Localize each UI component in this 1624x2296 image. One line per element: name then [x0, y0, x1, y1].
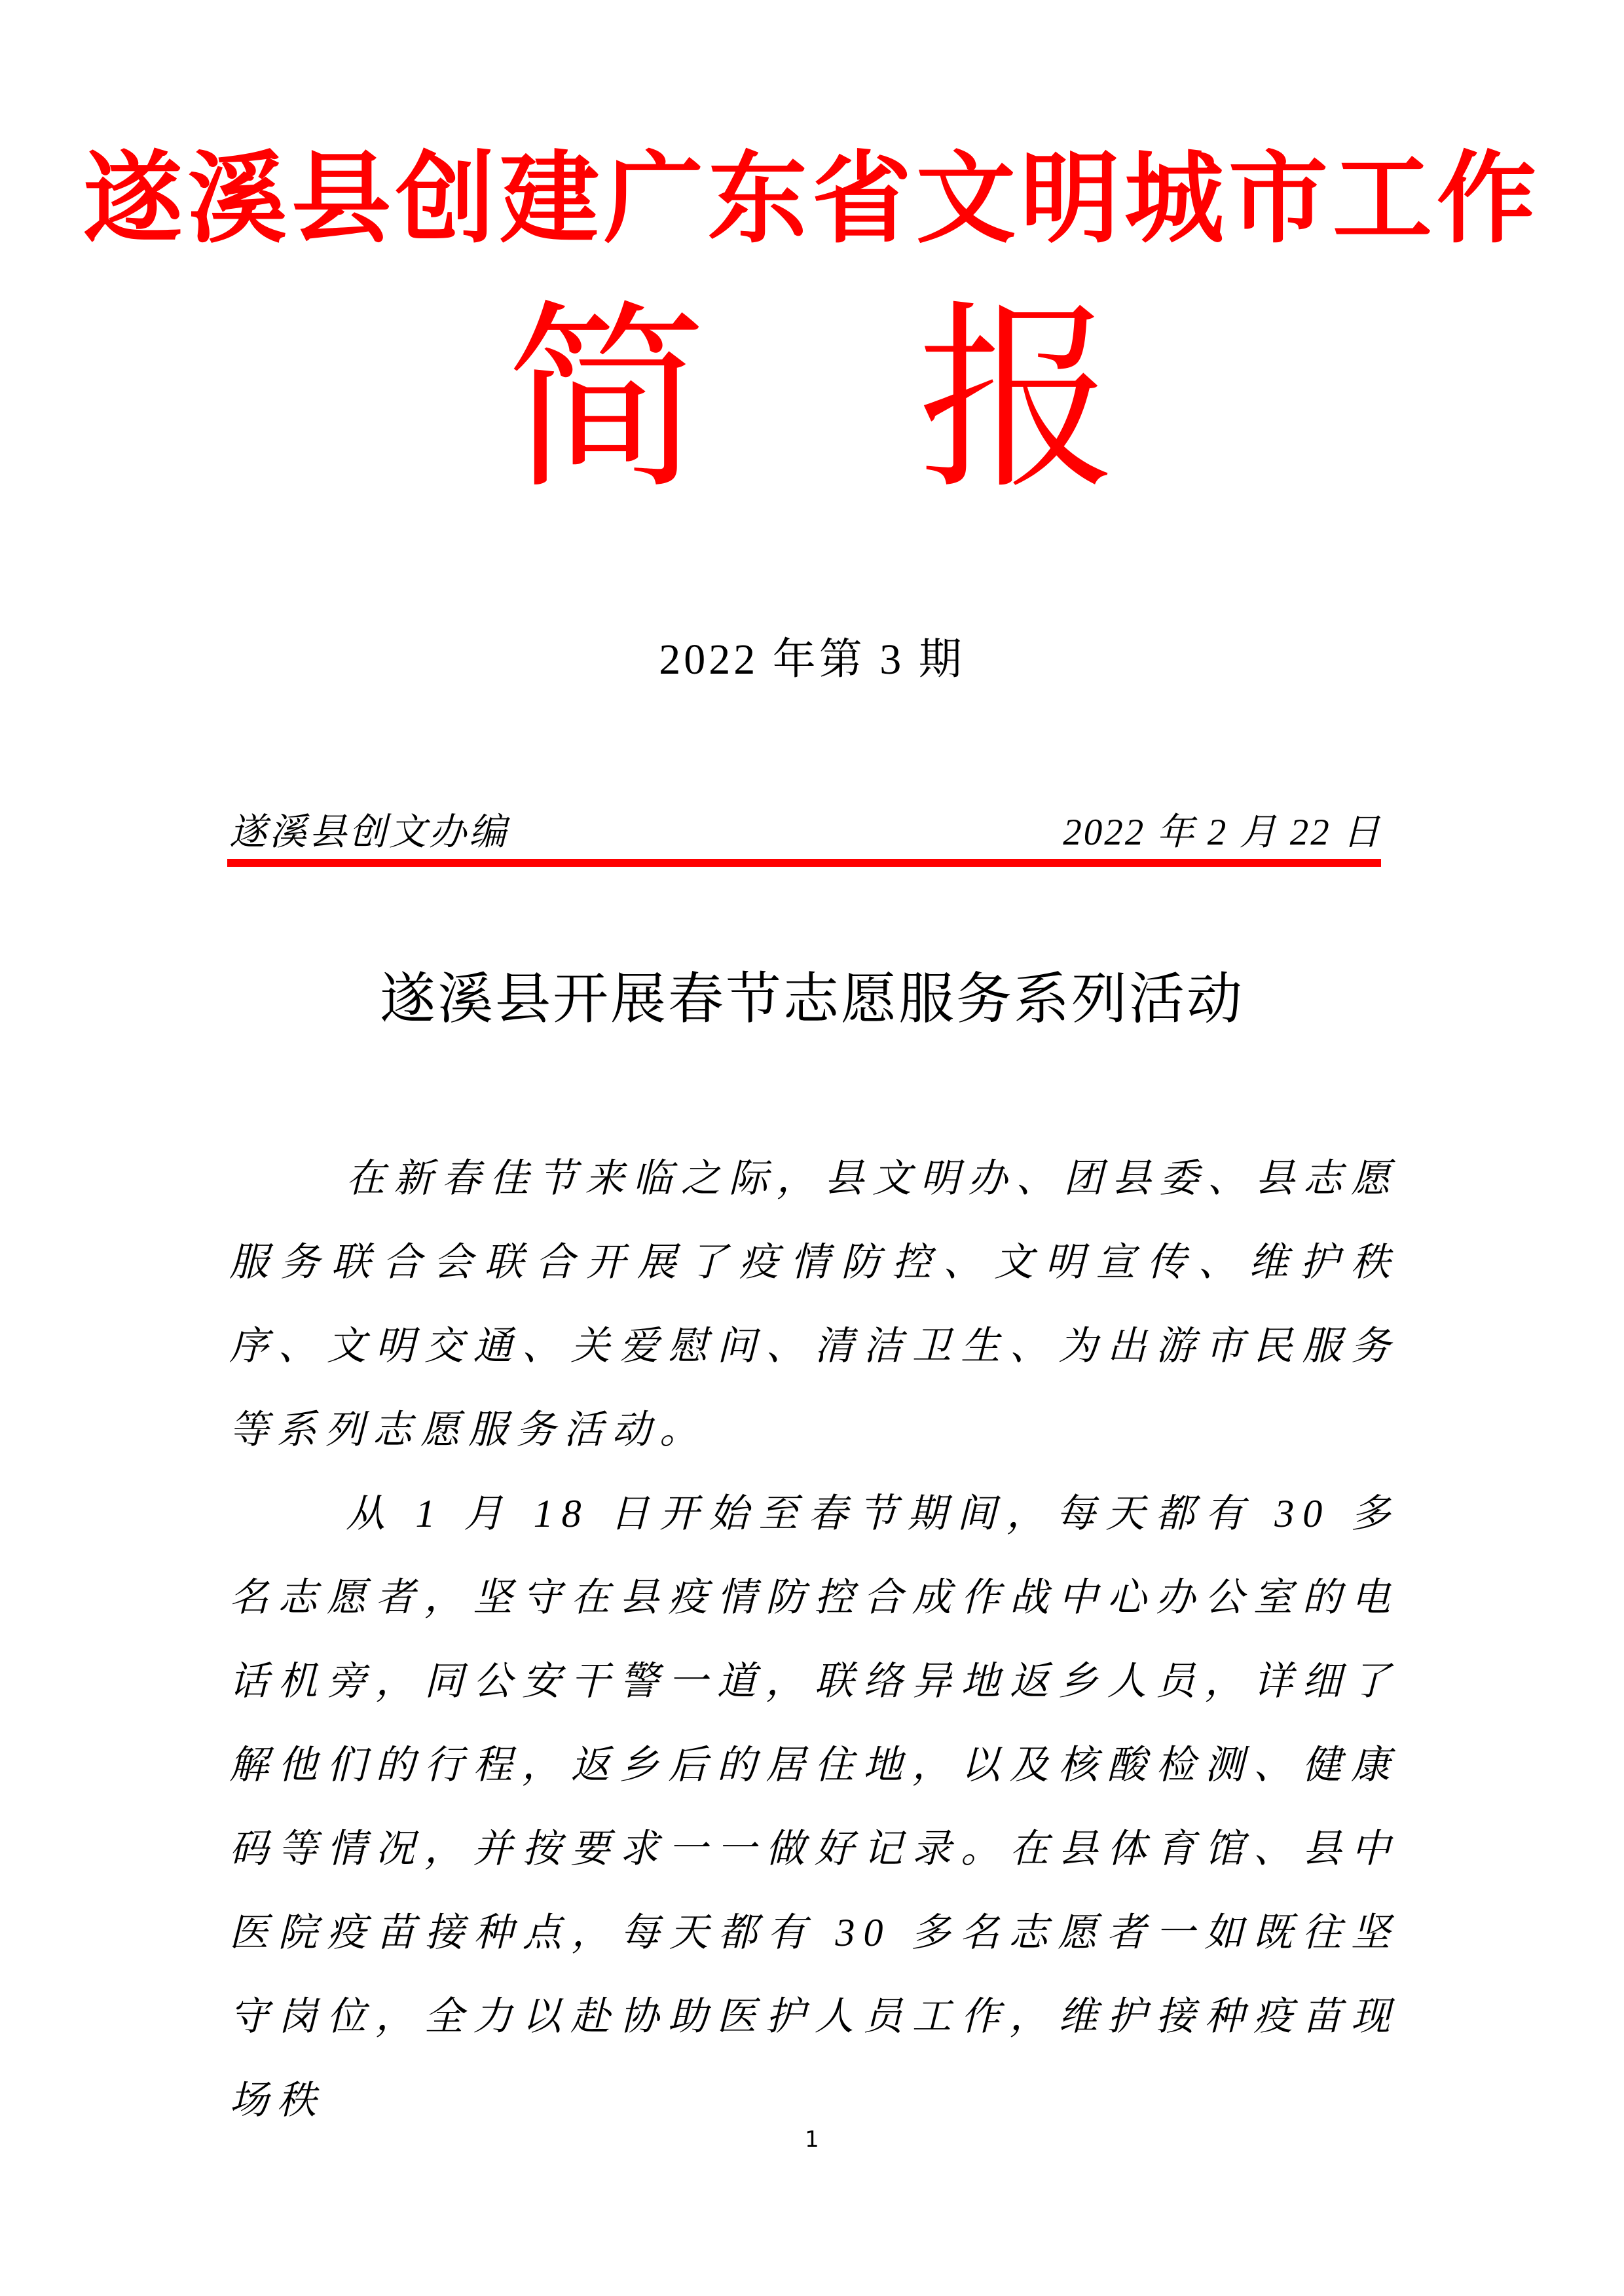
page-number: 1 [805, 2126, 819, 2153]
masthead-brief-char-right: 报 [917, 291, 1118, 513]
article-body [229, 1137, 1399, 2142]
masthead-title: 遂溪县创建广东省文明城市工作 [83, 145, 1541, 255]
issue-date: 2022 年 2 月 22 日 [1063, 812, 1382, 853]
issue-line: 2022 年第 3 期 [659, 636, 965, 683]
meta-row [229, 811, 1382, 855]
article-title: 遂溪县开展春节志愿服务系列活动 [379, 969, 1244, 1030]
masthead-brief [0, 287, 1624, 517]
editor-label: 遂溪县创文办编 [229, 812, 509, 853]
header-divider-rule [227, 859, 1381, 867]
body-paragraph: 从 1 月 18 日开始至春节期间，每天都有 30 多名志愿者，坚守在县疫情防控合成作战中心办公室的电话机旁，同公安干警一道，联络异地返乡人员，详细了解他们的行程，返乡后的居住地，以及核酸检测、健康码等情况，并按要求一一做好记录。在县体育馆、县中医院疫苗接种点，每天都有 30 多名志愿者一如既往坚守岗位，全力以赴协助医护人员工作，维护接种疫苗现场秩 [229, 1492, 1399, 2122]
masthead-brief-char-left: 简 [506, 291, 707, 513]
body-paragraph: 在新春佳节来临之际，县文明办、团县委、县志愿服务联合会联合开展了疫情防控、文明宣传、维护秩序、文明交通、关爱慰问、清洁卫生、为出游市民服务等系列志愿服务活动。 [229, 1157, 1399, 1451]
